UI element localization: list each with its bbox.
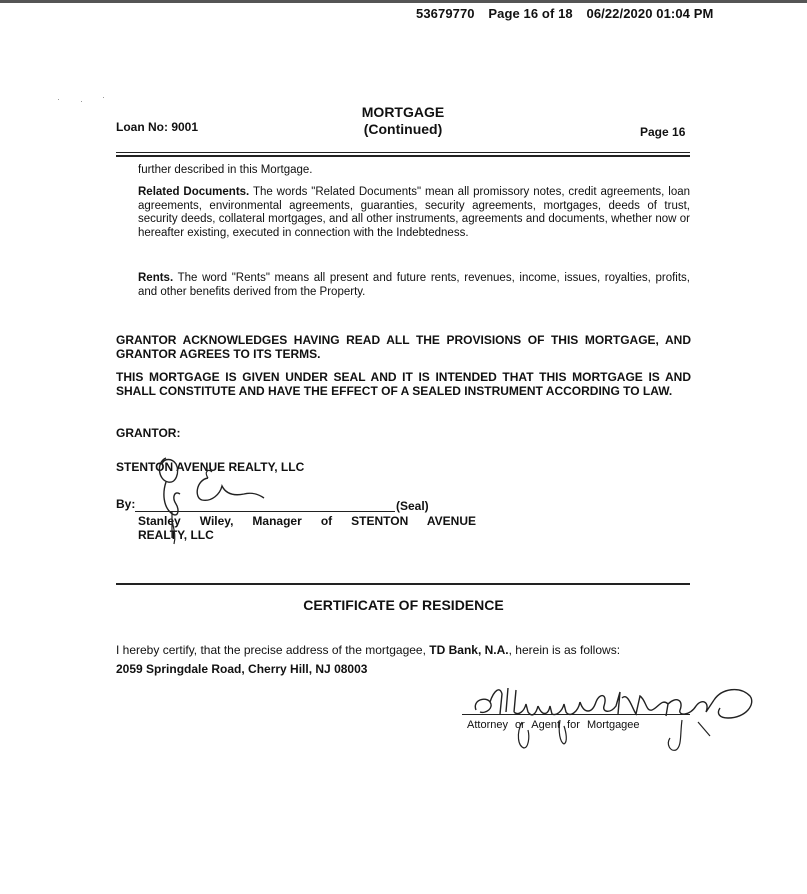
- loan-number: Loan No: 9001: [116, 120, 199, 134]
- title: MORTGAGE: [361, 104, 445, 120]
- scan-speck: [58, 99, 59, 100]
- statement-prefix: I hereby certify, that the precise address of the mortgagee,: [116, 643, 426, 657]
- signer-entity-continued: REALTY, LLC: [138, 528, 214, 542]
- fax-stamp: [416, 6, 723, 21]
- continued-paragraph: further described in this Mortgage.: [138, 164, 313, 176]
- scan-speck: [81, 101, 82, 102]
- acknowledgment-clause: GRANTOR ACKNOWLEDGES HAVING READ ALL THE PROVISIONS OF THIS MORTGAGE, AND GRANTOR AGREES TO ITS TERMS.: [116, 333, 691, 361]
- header-rule-top: [116, 152, 690, 153]
- mortgagee-address: 2059 Springdale Road, Cherry Hill, NJ 08003: [116, 662, 368, 676]
- rents-text: The word "Rents" means all present and future rents, revenues, income, issues, royalties, profits, and other benefits derived from the Property.: [138, 272, 690, 298]
- statement-suffix: , herein is as follows:: [508, 643, 621, 657]
- header-rule-bottom: [116, 155, 690, 157]
- seal-label: (Seal): [396, 499, 429, 513]
- related-documents-label: Related Documents.: [138, 186, 250, 198]
- page-count: Page 16 of 18: [488, 6, 573, 21]
- grantor-label: GRANTOR:: [116, 426, 181, 440]
- by-label: By:: [116, 497, 136, 511]
- rents-label: Rents.: [138, 272, 174, 284]
- page-number: Page 16: [640, 125, 686, 139]
- rents-paragraph: [138, 272, 690, 299]
- section-divider: [116, 583, 690, 585]
- top-border: [0, 0, 807, 3]
- subtitle: (Continued): [363, 121, 443, 137]
- seal-clause: THIS MORTGAGE IS GIVEN UNDER SEAL AND IT IS INTENDED THAT THIS MORTGAGE IS AND SHALL CONSTITUTE AND HAVE THE EFFECT OF A SEALED INSTRUMENT ACCORDING TO LAW.: [116, 370, 691, 398]
- signer-name-title: Stanley Wiley, Manager of STENTON AVENUE: [138, 514, 476, 528]
- certificate-statement: [116, 643, 620, 657]
- document-id: 53679770: [416, 6, 475, 21]
- attorney-signature: [470, 678, 760, 758]
- attorney-label: Attorney or Agent for Mortgagee: [467, 719, 640, 731]
- certificate-title: CERTIFICATE OF RESIDENCE: [303, 597, 504, 613]
- related-documents-paragraph: [138, 186, 690, 240]
- grantor-entity: STENTON AVENUE REALTY, LLC: [116, 460, 305, 474]
- related-documents-text: The words "Related Documents" mean all promissory notes, credit agreements, loan agreements, environmental agreements, guaranties, security agreements, mortgages, deeds of trust, security deeds, collateral mortgages, and all other instruments, agreements and documents, whether now or hereafter existing, executed in connection with the Indebtedness.: [138, 186, 690, 239]
- document-title: [300, 104, 506, 138]
- grantor-signature: [150, 450, 280, 550]
- timestamp: 06/22/2020 01:04 PM: [586, 6, 714, 21]
- scan-speck: [103, 97, 104, 98]
- mortgagee-name: TD Bank, N.A.: [429, 643, 509, 657]
